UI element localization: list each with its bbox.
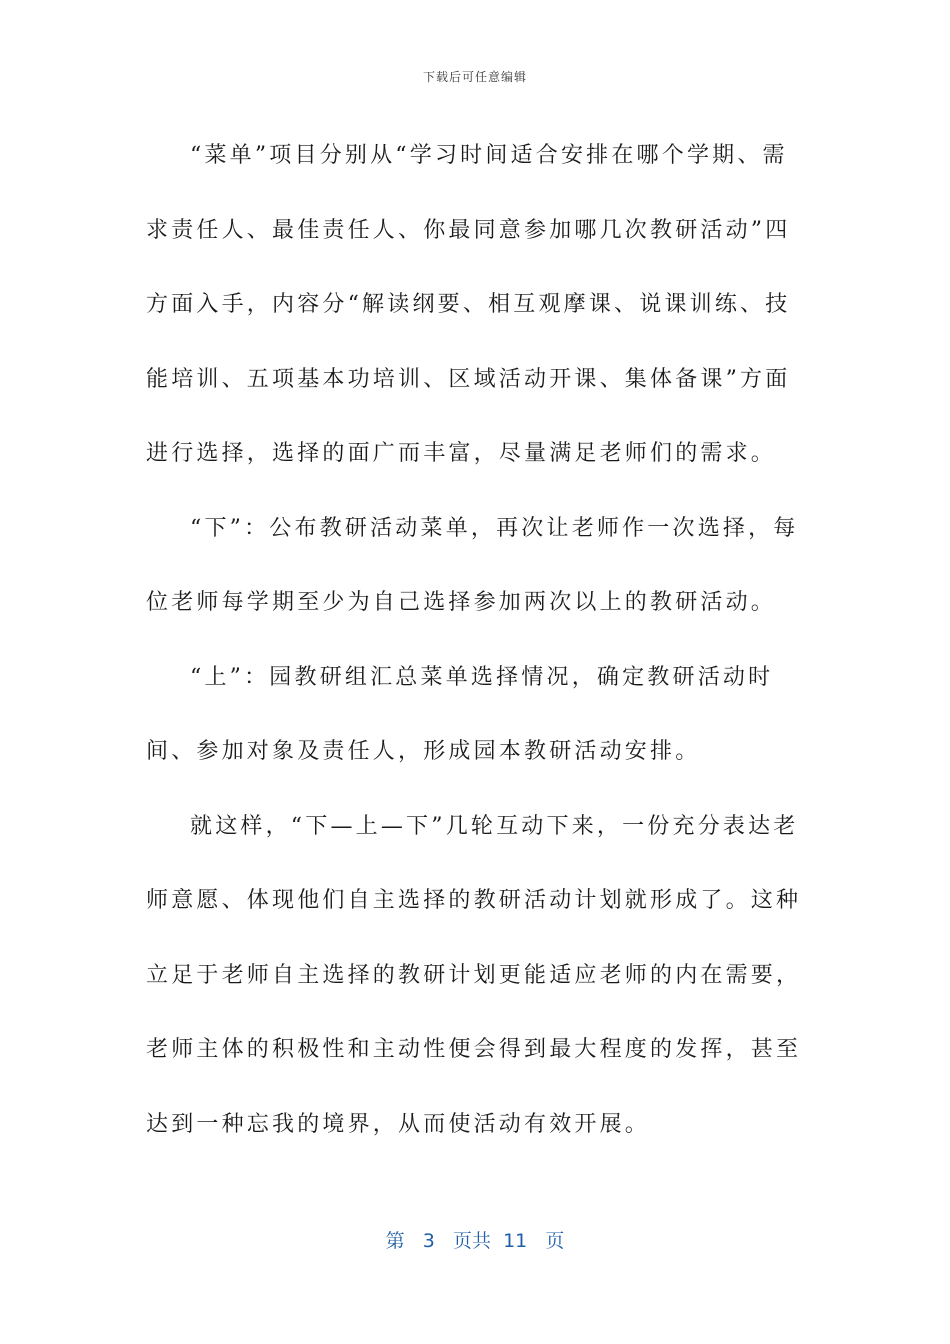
footer-prefix: 第 — [385, 1230, 405, 1252]
page-footer — [0, 1226, 950, 1253]
document-body — [146, 119, 806, 1162]
footer-current-page: 3 — [422, 1230, 435, 1252]
footer-total-pages: 11 — [503, 1230, 528, 1252]
paragraph-down-step: “下”：公布教研活动菜单，再次让老师作一次选择，每位老师每学期至少为自己选择参加两次以上的教研活动。 — [146, 515, 799, 615]
paragraph-menu-items: “菜单”项目分别从“学习时间适合安排在哪个学期、需求责任人、最佳责任人、你最同意参加哪几次教研活动”四方面入手，内容分“解读纲要、相互观摩课、说课训练、技能培训、五项基本功培训、区域活动开课、集体备课”方面进行选择，选择的面广而丰富，尽量满足老师们的需求。 — [146, 143, 791, 466]
header-note: 下载后可任意编辑 — [422, 70, 527, 84]
footer-suffix: 页 — [545, 1230, 565, 1252]
paragraph-conclusion: 就这样，“下—上—下”几轮互动下来，一份充分表达老师意愿、体现他们自主选择的教研活动计划就形成了。这种立足于老师自主选择的教研计划更能适应老师的内在需要，老师主体的积极性和主动性便会得到最大程度的发挥，甚至达到一种忘我的境界，从而使活动有效开展。 — [146, 813, 802, 1137]
footer-middle: 页共 — [452, 1230, 491, 1252]
paragraph-up-step: “上”：园教研组汇总菜单选择情况，确定教研活动时间、参加对象及责任人，形成园本教研活动安排。 — [146, 664, 774, 764]
